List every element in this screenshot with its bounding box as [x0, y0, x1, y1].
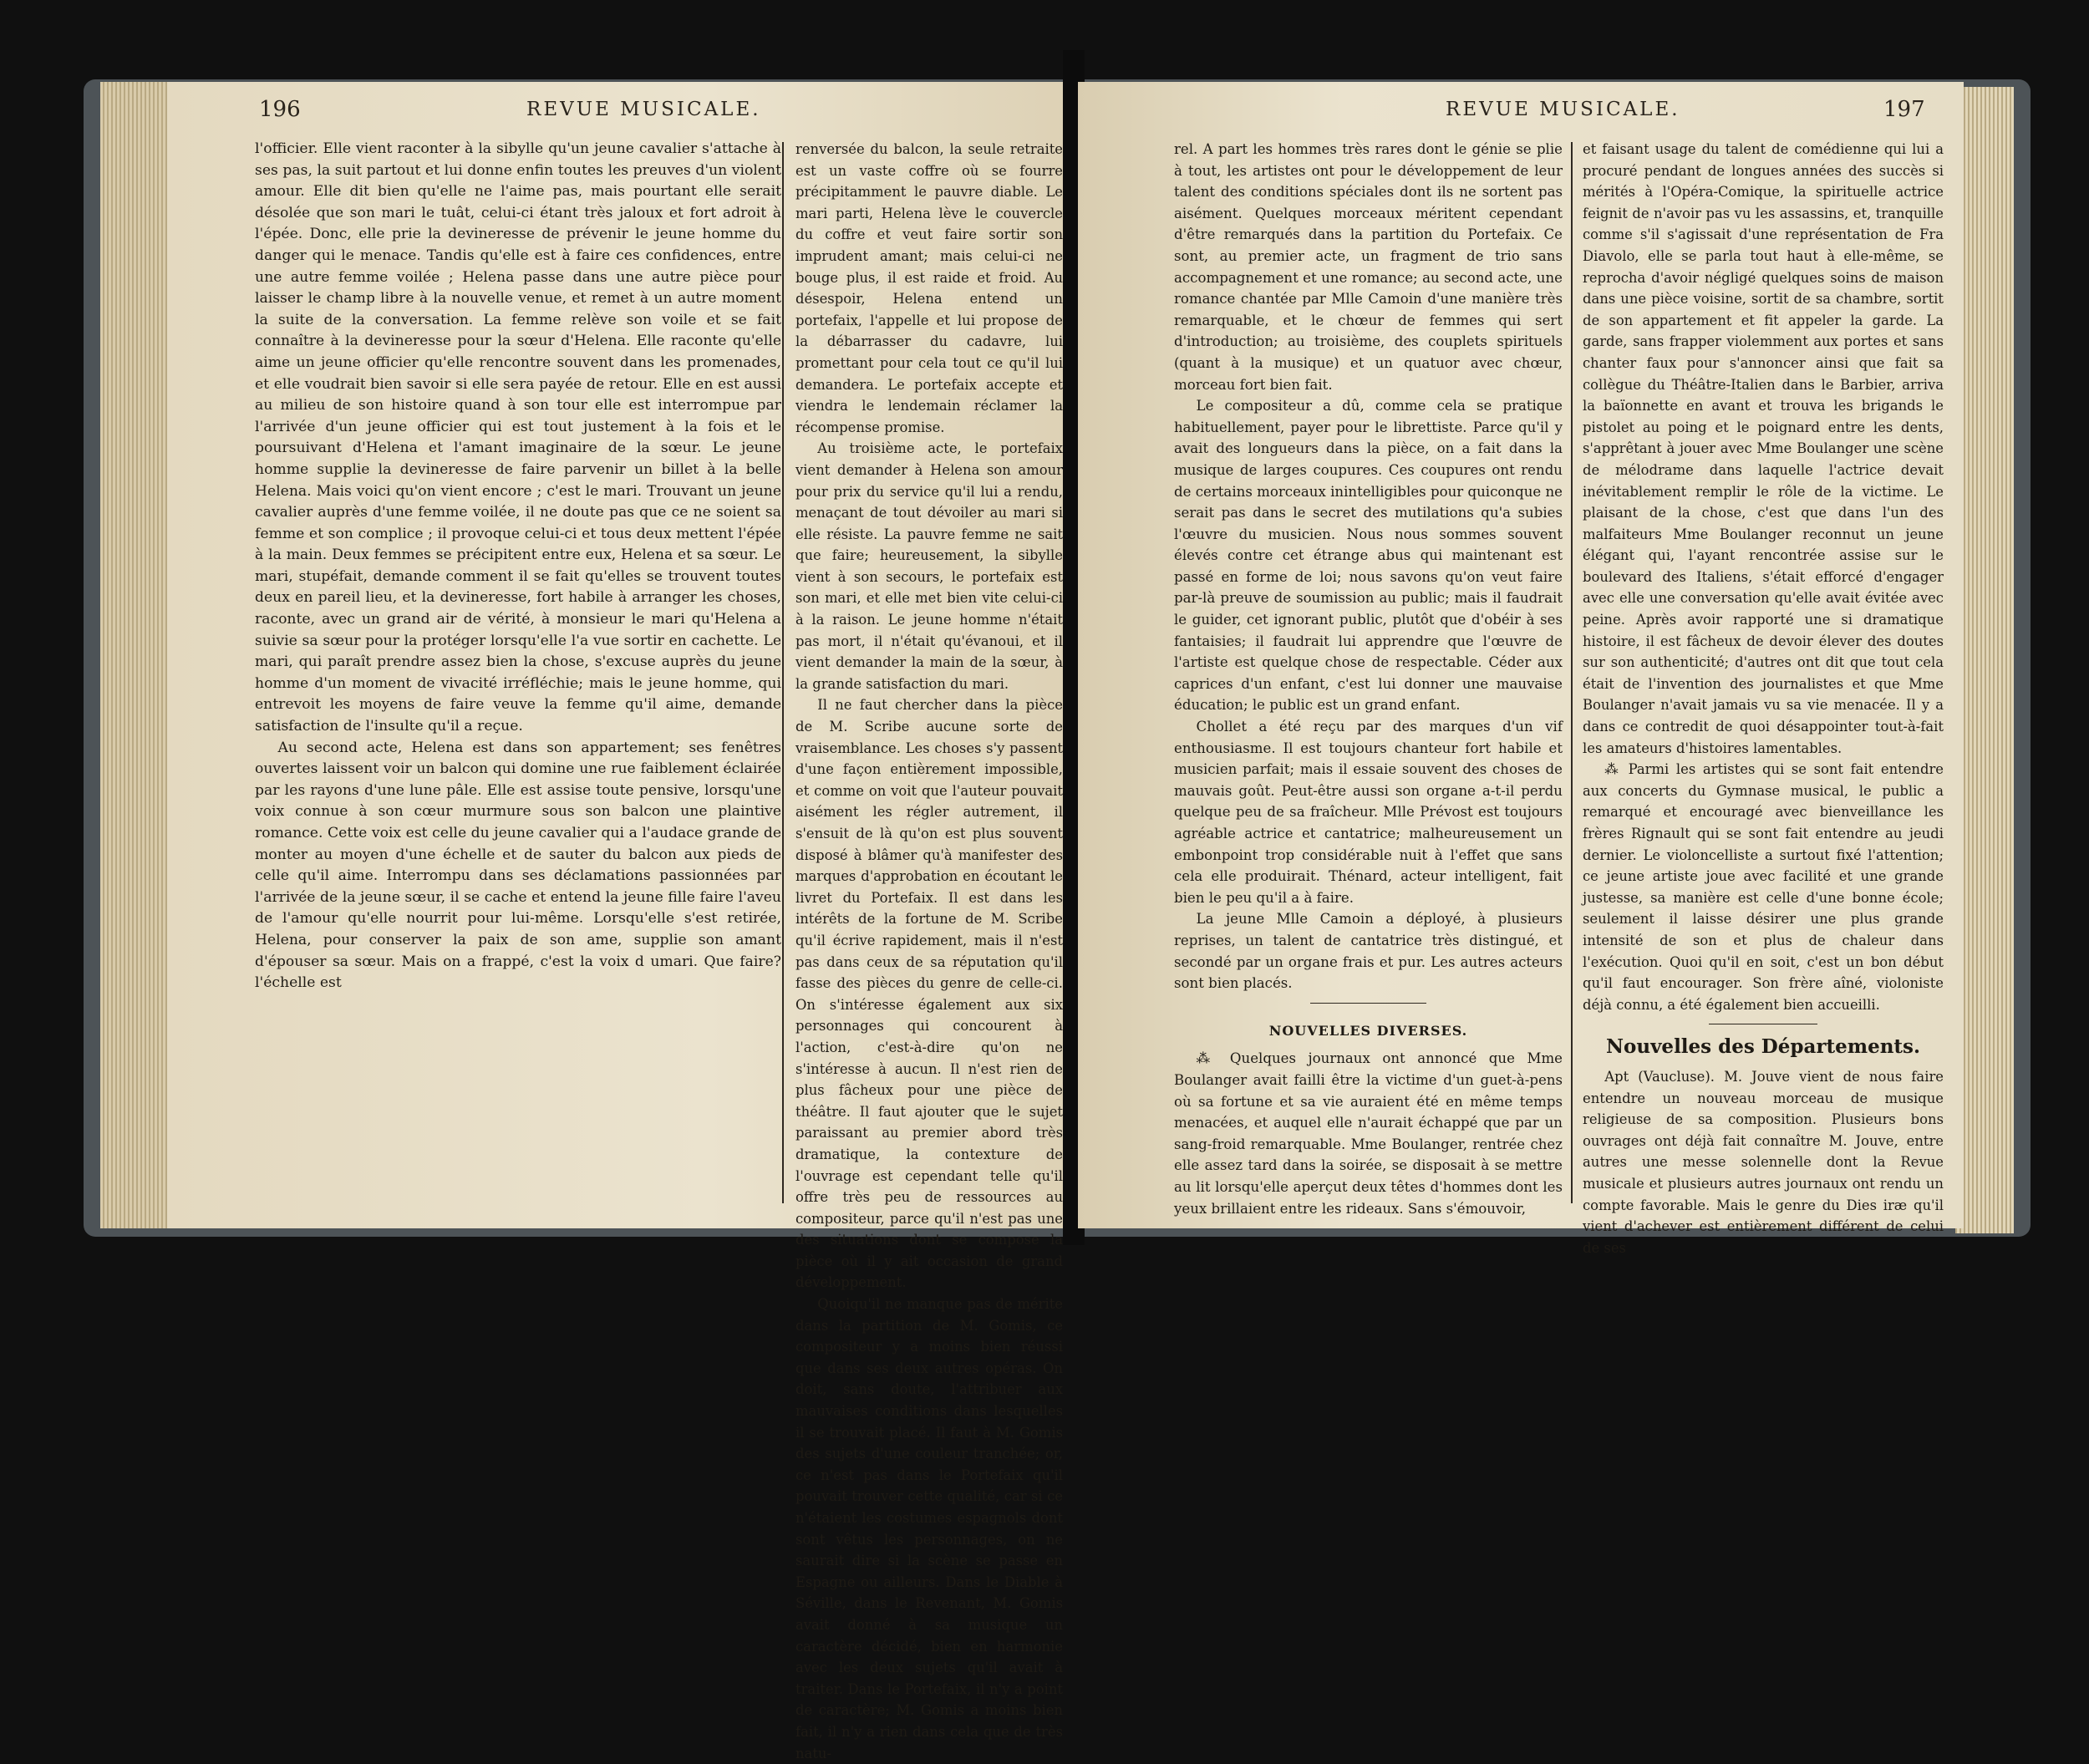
section-title-departements: Nouvelles des Départements. [1605, 1035, 1921, 1059]
paragraph: Quoiqu'il ne manque pas de mérite dans la partition de M. Gomis, ce compositeur y a moins bien réussi que dans ses deux autres opéras. On doit, sans doute, l'attribuer aux mauvaises conditions dans lesquelles il se trouvait placé. Il faut à M. Gomis des sujets d'une couleur tranchée; or, ce n'est pas dans le Portefaix qu'il pouvait trouver cette qualité, car si ce n'étaient les costumes espagnols dont sont vêtus les personnages, on ne saurait dire si la scène se passe en Espagne ou ailleurs. Dans le Diable à Séville, dans le Revenant, M. Gomis avait donné à sa musique un caractère décidé, bien en harmonie avec les deux sujets qu'il avait à traiter. Dans le Portefaix, il n'y a point de caractère; M. Gomis a moins bien fait, il n'y a rien dans cela que de très natu- [795, 1296, 1063, 1761]
paragraph: rel. A part les hommes très rares dont le génie se plie à tout, les artistes ont pour le développement de leur talent des conditions spéciales dont ils ne sortent pas aisément. Quelques morceaux méritent cependant d'être remarqués dans la partition du Portefaix. Ce sont, au premier acte, un fragment de trio sans accompagnement et une romance; au second acte, une romance chantée par Mlle Camoin d'une manière très remarquable, et le chœur de femmes qui sert d'introduction; au troisième, des couplets spirituels (quant à la musique) et un quatuor avec chœur, morceau fort bien fait. [1174, 141, 1563, 393]
left-column-1 [255, 139, 781, 994]
paragraph: Chollet a été reçu par des marques d'un vif enthousiasme. Il est toujours chanteur fort habile et musicien parfait; mais il essaie souvent des choses de mauvais goût. Peut-être aussi son organe a-t-il perdu quelque peu de sa fraîcheur. Mlle Prévost est toujours agréable actrice et cantatrice; malheureusement un embonpoint trop considérable nuit à l'effet que sans cela elle produirait. Thénard, acteur intelligent, fait bien le peu qu'il a à faire. [1174, 719, 1563, 906]
paragraph: Apt (Vaucluse). M. Jouve vient de nous faire entendre un nouveau morceau de musique religieuse de sa composition. Plusieurs bons ouvrages ont déjà fait connaître M. Jouve, entre autres une messe solennelle dont la Revue musicale et plusieurs autres journaux ont rendu un compte favorable. Mais le genre du Dies iræ qu'il vient d'achever est entièrement différent de celui de ses [1583, 1068, 1944, 1256]
paragraph: renversée du balcon, la seule retraite est un vaste coffre où se fourre précipitamment le pauvre diable. Le mari parti, Helena lève le couvercle du coffre et veut faire sortir son imprudent amant; mais celui-ci ne bouge plus, il est raide et froid. Au désespoir, Helena entend un portefaix, l'appelle et lui propose de la débarrasser du cadavre, lui promettant pour cela tout ce qu'il lui demandera. Le portefaix accepte et viendra le lendemain réclamer la récompense promise. [795, 141, 1063, 435]
paragraph: La jeune Mlle Camoin a déployé, à plusieurs reprises, un talent de cantatrice très distingué, et secondé par un organe frais et pur. Les autres acteurs sont bien placés. [1174, 911, 1563, 992]
page-number-right: 197 [1883, 97, 1925, 122]
paragraph: Il ne faut chercher dans la pièce de M. Scribe aucune sorte de vraisemblance. Les choses s'y passent d'une façon entièrement impossible, et comme on voit que l'auteur pouvait aisément les régler autrement, il s'ensuit de là qu'on est plus souvent disposé à blâmer qu'à manifester des marques d'approbation en écoutant le livret du Portefaix. Il est dans les intérêts de la fortune de M. Scribe qu'il écrive rapidement, mais il n'est pas dans ceux de sa réputation qu'il fasse des pièces du genre de celle-ci. On s'intéresse également aux six personnages qui concourent à l'action, c'est-à-dire qu'on ne s'intéresse à aucun. Il n'est rien de plus fâcheux pour une pièce de théâtre. Il faut ajouter que le sujet paraissant au premier abord très dramatique, la contexture de l'ouvrage est cependant telle qu'il offre très peu de ressources au compositeur, parce qu'il n'est pas une des situations dont se compose la pièce où il y ait occasion de grand développement. [795, 697, 1063, 1291]
running-head-right: REVUE MUSICALE. [1446, 99, 1680, 120]
paragraph: ⁂ Quelques journaux ont annoncé que Mme Boulanger avait failli être la victime d'un guet-à-pens où sa fortune et sa vie auraient été en même temps menacées, et auquel elle n'aurait échappé que par un sang-froid remarquable. Mme Boulanger, rentrée chez elle assez tard dans la soirée, se disposait à se mettre au lit lorsqu'elle aperçut deux têtes d'hommes dont les yeux brillaient entre les rideaux. Sans s'émouvoir, [1174, 1050, 1563, 1217]
paragraph: Au troisième acte, le portefaix vient demander à Helena son amour pour prix du service qu'il lui a rendu, menaçant de tout dévoiler au mari si elle résiste. La pauvre femme ne sait que faire; heureusement, la sibylle vient à son secours, le portefaix est son mari, et elle met bien vite celui-ci à la raison. Le jeune homme n'était pas mort, il n'était qu'évanoui, et il vient demander la main de la sœur, à la grande satisfaction du mari. [795, 440, 1063, 692]
page-number-left: 196 [259, 97, 301, 122]
section-title-nouvelles-diverses: NOUVELLES DIVERSES. [1268, 1022, 1468, 1039]
running-head-left: REVUE MUSICALE. [526, 99, 761, 120]
paragraph: Au second acte, Helena est dans son appartement; ses fenêtres ouvertes laissent voir un balcon qui domine une rue faiblement éclairée par les rayons d'une lune pâle. Elle est assise toute pensive, lorsqu'une voix connue à son cœur murmure sous son balcon une plaintive romance. Cette voix est celle du jeune cavalier qui a l'audace grande de monter au moyen d'une échelle et de sauter du balcon aux pieds de celle qu'il aime. Interrompu dans ses déclamations passionnées par l'arrivée de la jeune sœur, il se cache et entend la jeune fille faire l'aveu de l'amour qu'elle nourrit pour lui-même. Lorsqu'elle s'est retirée, Helena, pour conserver la paix de son ame, supplie son amant d'épouser sa sœur. Mais on a frappé, c'est la voix d umari. Que faire? l'échelle est [255, 739, 781, 992]
right-column-1 [1174, 139, 1563, 1219]
paragraph: l'officier. Elle vient raconter à la sibylle qu'un jeune cavalier s'attache à ses pas, la suit partout et lui donne enfin toutes les preuves d'un violent amour. Elle dit bien qu'elle ne l'aime pas, mais pourtant elle serait désolée que son mari le tuât, celui-ci étant très jaloux et fort adroit à l'épée. Donc, elle prie la devineresse de prévenir le jeune homme du danger qui le menace. Tandis qu'elle est à faire ces confidences, entre une autre femme voilée ; Helena passe dans une autre pièce pour laisser le champ libre à la nouvelle venue, et remet à un autre moment la suite de la conversation. La femme relève son voile et se fait connaître à la devineresse pour la sœur d'Helena. Elle raconte qu'elle aime un jeune officier qu'elle rencontre souvent dans les promenades, et elle voudrait bien savoir si elle sera payée de retour. Elle en est aussi au milieu de son histoire quand à son tour elle est interrompue par l'arrivée d'un jeune officier qui est tout justement à la fois et le poursuivant d'Helena et l'amant imaginaire de la sœur. Le jeune homme supplie la devineresse de faire parvenir un billet à la belle Helena. Mais voici qu'on vient encore ; c'est le mari. Trouvant un jeune cavalier auprès d'une femme voilée, il ne doute pas que ce ne soient sa femme et son complice ; il provoque celui-ci et tous deux mettent l'épée à la main. Deux femmes se précipitent entre eux, Helena et sa sœur. Le mari, stupéfait, demande comment il se fait qu'elles se trouvent toutes deux en pareil lieu, et la devineresse, fort habile à arranger les choses, raconte, avec un grand air de vérité, à monsieur le mari qu'Helena a suivie sa sœur pour la protéger lorsqu'elle l'a vue sortir en cachette. Le mari, qui paraît prendre assez bien la chose, s'excuse auprès du jeune homme d'un moment de vivacité irréfléchie; mais le jeune homme, qui entrevoit les moyens de faire veuve la femme qu'il aime, demande satisfaction de l'insulte qu'il a reçue. [255, 140, 781, 735]
column-rule-right [1571, 142, 1573, 1203]
page-edges-right [1955, 87, 2014, 1233]
column-rule-left [782, 142, 784, 1203]
section-divider [1310, 1003, 1427, 1004]
paragraph: Le compositeur a dû, comme cela se pratique habituellement, payer pour le librettiste. Parce qu'il y avait des longueurs dans la pièce, on a fait dans la musique de larges coupures. Ces coupures ont rendu de certains morceaux inintelligibles pour quiconque ne serait pas dans le secret des mutilations qu'a subies l'œuvre du musicien. Nous nous sommes souvent élevés contre cet étrange abus qui maintenant est passé en forme de loi; nous savons qu'on veut faire par-là preuve de soumission au public; mais il faudrait le guider, cet ignorant public, plutôt que d'obéir à ses fantaisies; il faudrait lui apprendre que l'œuvre de l'artiste est quelque chose de respectable. Céder aux caprices d'un enfant, c'est lui donner une mauvaise éducation; le public est un grand enfant. [1174, 398, 1563, 714]
left-column-2 [795, 139, 1063, 1764]
left-page [167, 82, 1070, 1761]
right-page [1078, 82, 1964, 1256]
paragraph: ⁂ Parmi les artistes qui se sont fait entendre aux concerts du Gymnase musical, le public a remarqué et encouragé avec bienveillance les frères Rignault qui se sont fait entendre au jeudi dernier. Le violoncelliste a surtout fixé l'attention; ce jeune artiste joue avec facilité et une grande justesse, sa manière est celle d'une bonne école; seulement il laisse désirer une plus grande intensité de son et plus de chaleur dans l'exécution. Quoi qu'il en soit, c'est un bon début qu'il faut encourager. Son frère aîné, violoniste déjà connu, a été également bien accueilli. [1583, 761, 1944, 1013]
paragraph: et faisant usage du talent de comédienne qui lui a procuré pendant de longues années des succès si mérités à l'Opéra-Comique, la spirituelle actrice feignit de n'avoir pas vu les assassins, et, tranquille comme s'il s'agissait d'une représentation de Fra Diavolo, elle se parla tout haut à elle-même, se reprocha d'avoir négligé quelques soins de maison dans une pièce voisine, sortit de sa chambre, sortit de son appartement et fit appeler la garde. La garde, sans frapper violemment aux portes et sans chanter faux pour s'annoncer ainsi que fait sa collègue du Théâtre-Italien dans le Barbier, arriva la baïonnette en avant et trouva les brigands le pistolet au poing et le poignard entre les dents, s'apprêtant à jouer avec Mme Boulanger une scène de mélodrame dans laquelle l'actrice devait inévitablement remplir le rôle de la victime. Le plaisant de la chose, c'est que dans l'un des malfaiteurs Mme Boulanger reconnut un jeune élégant qui, l'ayant rencontrée assise sur le boulevard des Italiens, s'était efforcé d'engager avec elle une conversation qu'elle avait évitée avec peine. Après avoir rapporté une si dramatique histoire, il est fâcheux de devoir élever des doutes sur son authenticité; d'autres ont dit que tout cela était de l'invention des journalistes et que Mme Boulanger n'avait jamais vu sa vie menacée. Il y a dans ce contredit de quoi désappointer tout-à-fait les amateurs d'histoires lamentables. [1583, 141, 1944, 756]
right-column-2 [1583, 139, 1944, 1258]
